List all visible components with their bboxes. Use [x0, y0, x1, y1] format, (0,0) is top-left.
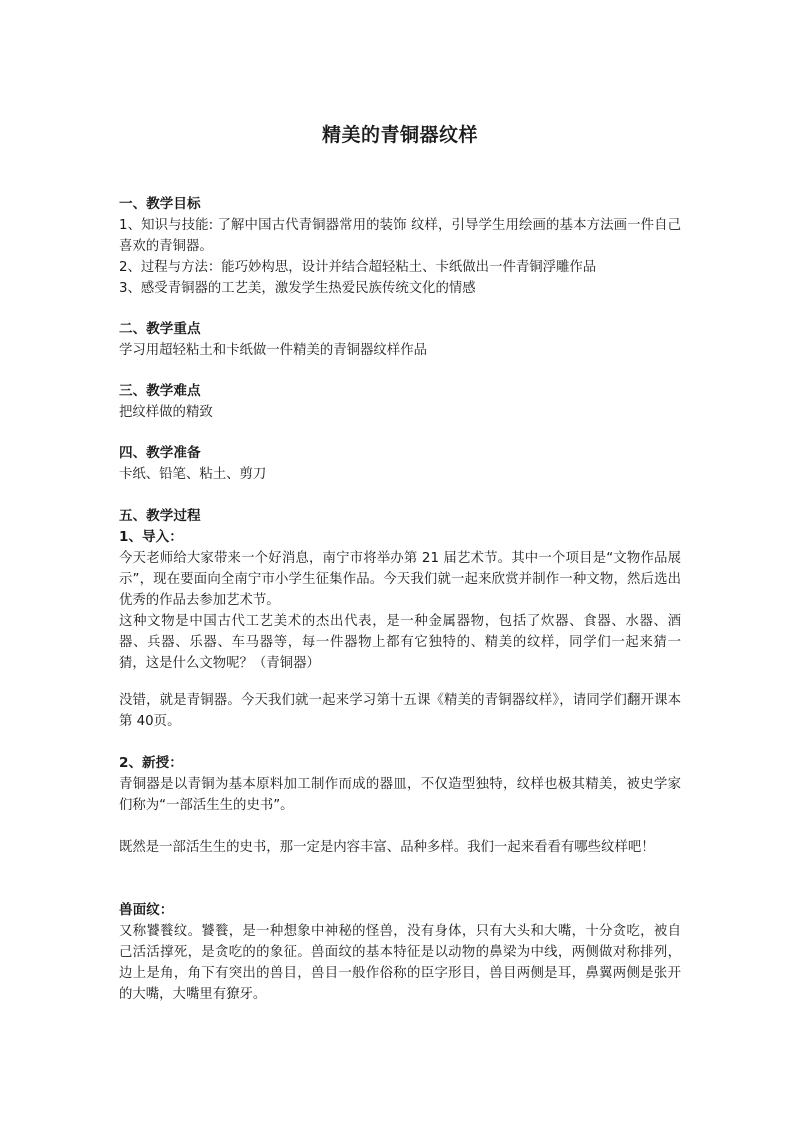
subsection-heading-intro: 1、导入： — [119, 529, 183, 545]
subsection-heading-beast-face: 兽面纹： — [119, 902, 174, 918]
beast-face-paragraph: 又称饕餮纹。饕餮，是一种想象中神秘的怪兽，没有身体，只有大头和大嘴，十分贪吃，被自己活活撑死，是贪吃的的象征。兽面纹的基本特征是以动物的鼻梁为中线，两侧做对称排列，边上是角，角下有突出的兽目，兽目一般作俗称的臣字形目，兽目两侧是耳，鼻翼两侧是张开的大嘴，大嘴里有獠牙。 — [119, 924, 681, 1002]
subsection-new-lesson — [119, 753, 681, 816]
subsection-heading-new-lesson: 2、新授： — [119, 755, 183, 771]
subsection-beast-face-pattern — [119, 900, 681, 1005]
section-heading: 五、教学过程 — [119, 508, 201, 524]
section-teaching-goals — [119, 194, 681, 299]
section-difficulties — [119, 381, 681, 423]
goal-item-process: 2、过程与方法：能巧妙构思，设计并结合超轻粘土、卡纸做出一件青铜浮雕作品 — [119, 260, 597, 275]
section-heading: 二、教学重点 — [119, 321, 201, 337]
section-text: 卡纸、铅笔、粘土、剪刀 — [119, 467, 267, 482]
goal-item-emotion: 3、感受青铜器的工艺美，激发学生热爱民族传统文化的情感 — [119, 281, 476, 296]
section-heading: 三、教学难点 — [119, 383, 201, 399]
new-lesson-paragraph-1: 青铜器是以青铜为基本原料加工制作而成的器皿，不仅造型独特，纹样也极其精美，被史学家们称为“一部活生生的史书”。 — [119, 777, 681, 813]
document-title: 精美的青铜器纹样 — [321, 124, 478, 146]
section-text: 学习用超轻粘土和卡纸做一件精美的青铜器纹样作品 — [119, 343, 427, 358]
new-lesson-paragraph-2: 既然是一部活生生的史书，那一定是内容丰富、品种多样。我们一起来看看有哪些纹样吧！ — [119, 840, 655, 855]
intro-paragraph-3: 没错，就是青铜器。今天我们就一起来学习第十五课《精美的青铜器纹样》，请同学们翻开课本第 40页。 — [119, 693, 681, 729]
section-teaching-process — [119, 506, 681, 674]
section-preparation — [119, 443, 681, 485]
intro-paragraph-1: 今天老师给大家带来一个好消息，南宁市将举办第 21 届艺术节。其中一个项目是“文物作品展示”，现在要面向全南宁市小学生征集作品。今天我们就一起来欣赏并制作一种文物，然后选出优秀的作品去参加艺术节。 — [119, 551, 681, 608]
section-text: 把纹样做的精致 — [119, 405, 213, 420]
section-heading: 一、教学目标 — [119, 196, 201, 212]
intro-paragraph-3-block — [119, 690, 681, 732]
section-heading: 四、教学准备 — [119, 445, 201, 461]
goal-item-knowledge: 1、知识与技能: 了解中国古代青铜器常用的装饰 纹样，引导学生用绘画的基本方法画一件自己喜欢的青铜器。 — [119, 218, 681, 254]
section-key-points — [119, 319, 681, 361]
new-lesson-paragraph-2-block — [119, 837, 681, 858]
intro-paragraph-2: 这种文物是中国古代工艺美术的杰出代表，是一种金属器物，包括了炊器、食器、水器、酒器、兵器、乐器、车马器等，每一件器物上都有它独特的、精美的纹样，同学们一起来猜一猜，这是什么文物呢？（青铜器） — [119, 614, 681, 671]
